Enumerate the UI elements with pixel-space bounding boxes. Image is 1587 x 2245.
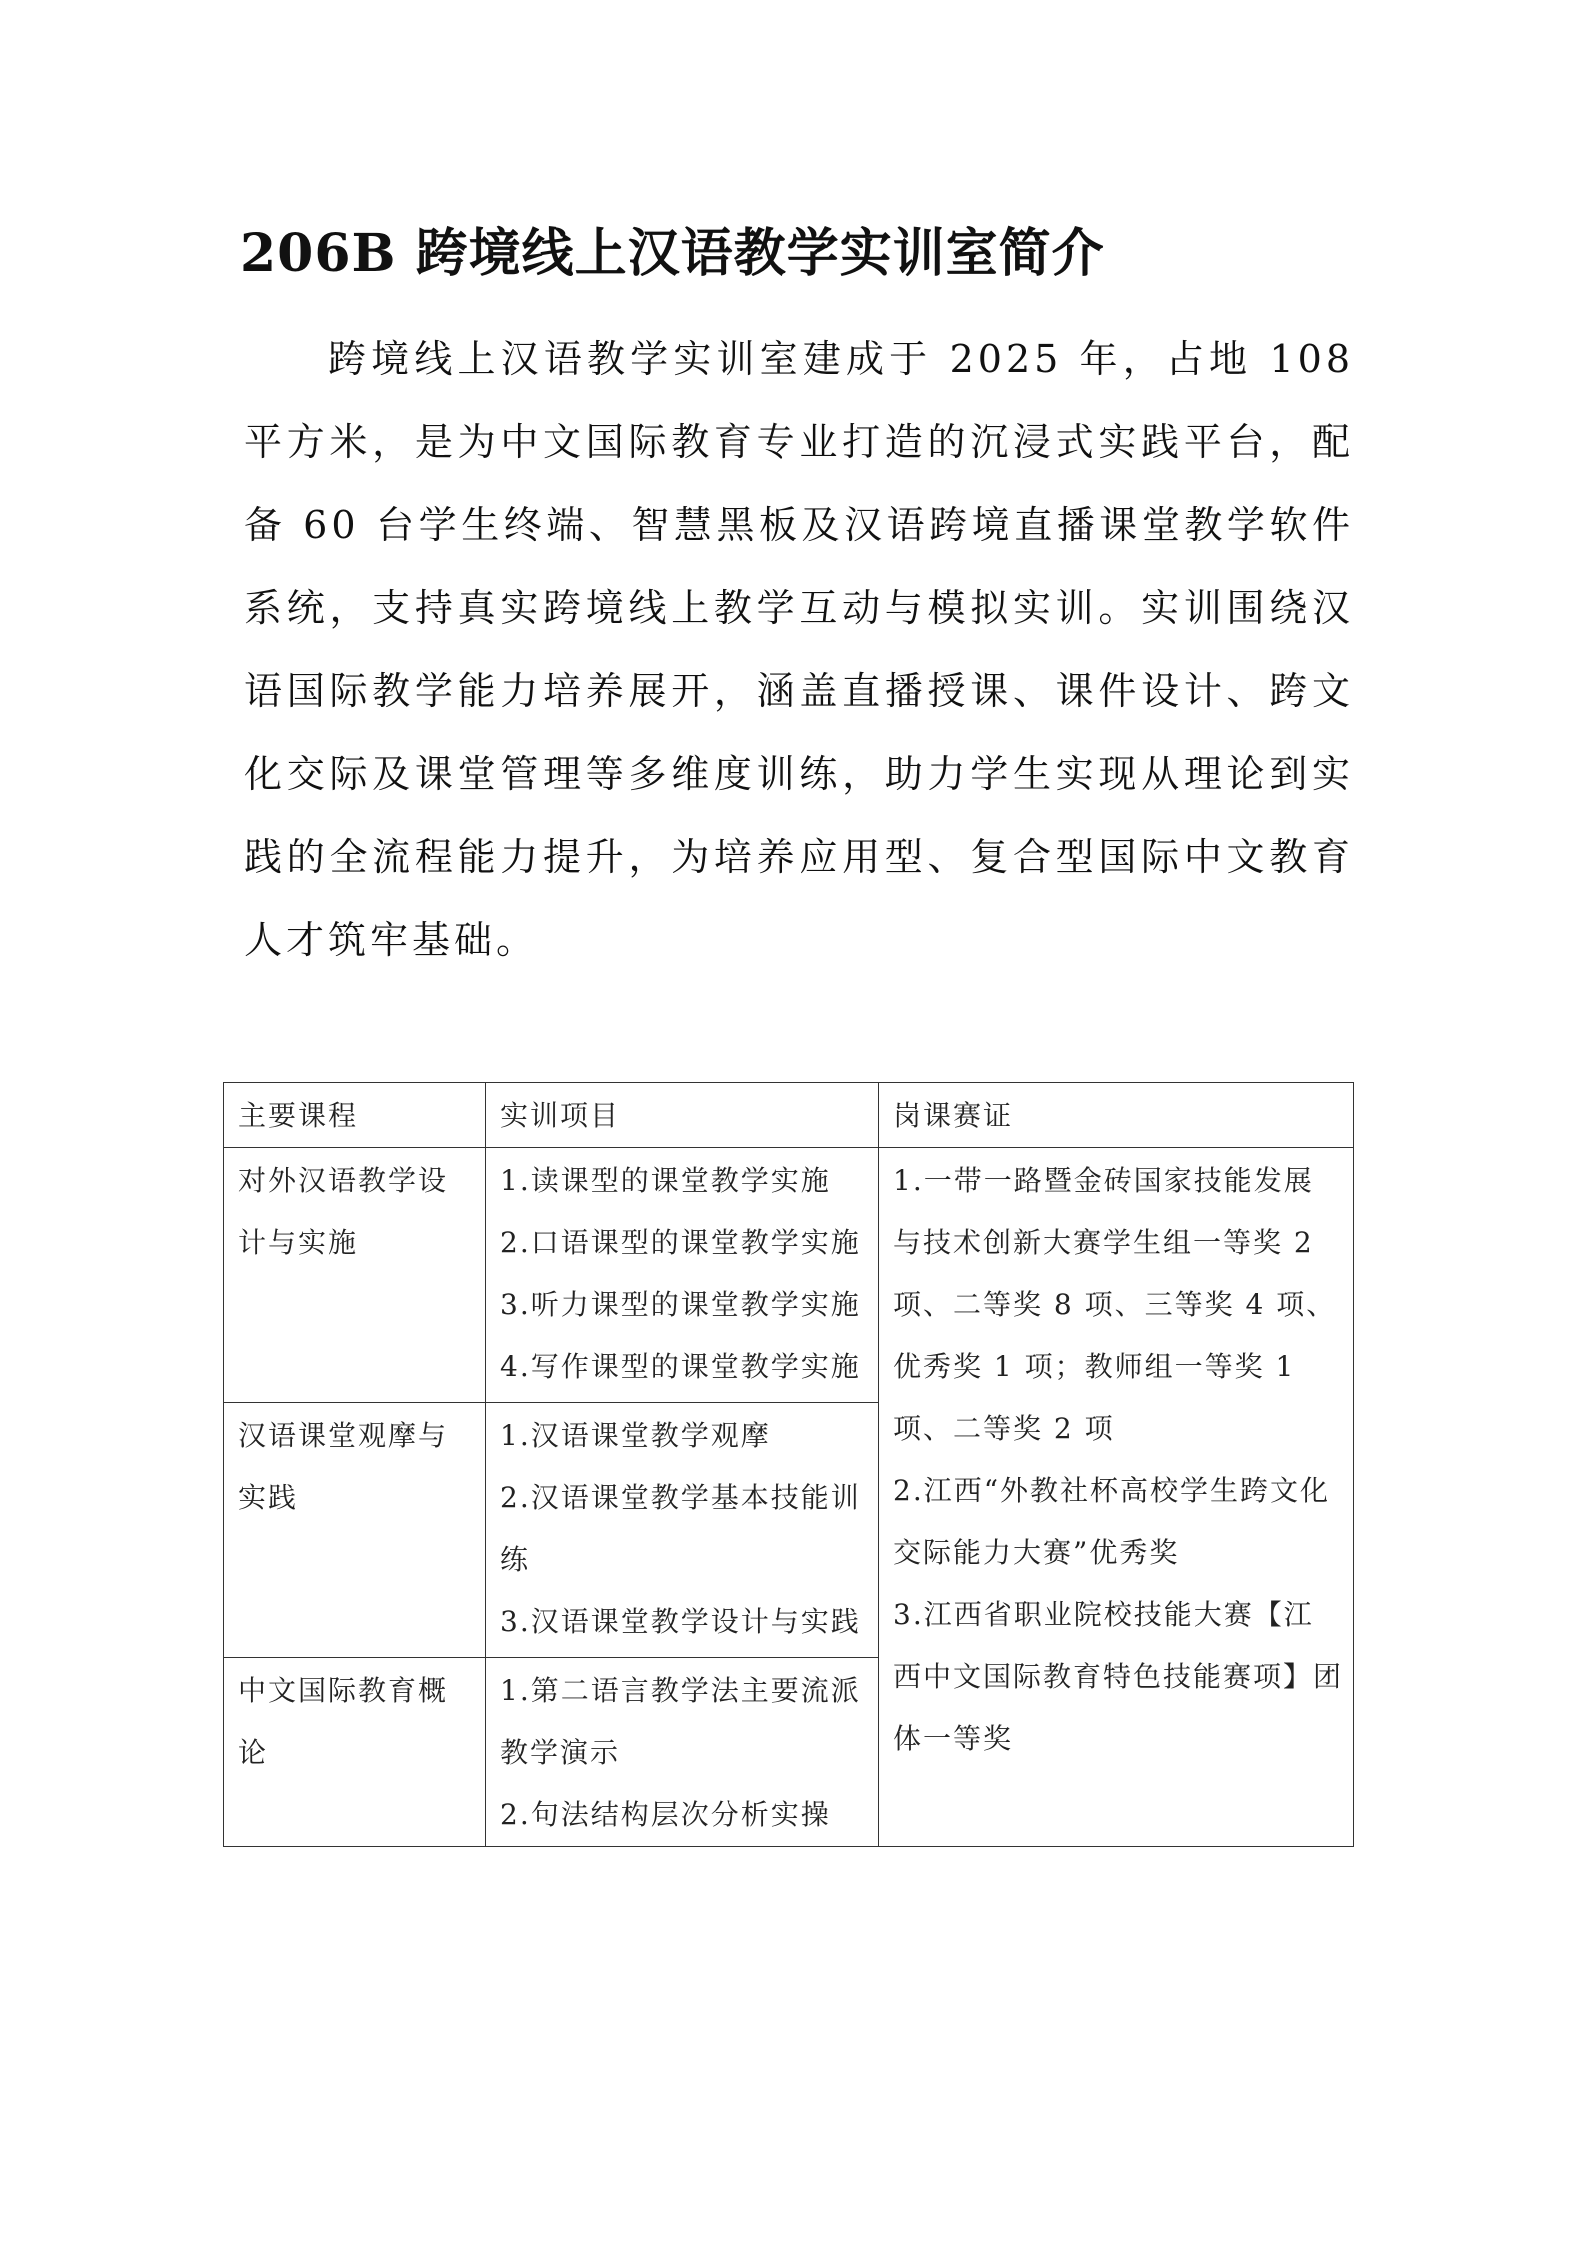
projects-cell — [486, 1148, 879, 1403]
award-item: 1.一带一路暨金砖国家技能发展与技术创新大赛学生组一等奖 2 项、二等奖 8 项、三等奖 4 项、优秀奖 1 项；教师组一等奖 1 项、二等奖 2 项 — [893, 1164, 1337, 1445]
project-item: 2.句法结构层次分析实操 — [500, 1798, 831, 1831]
projects-cell — [486, 1403, 879, 1658]
award-item: 3.江西省职业院校技能大赛【江西中文国际教育特色技能赛项】团体一等奖 — [893, 1598, 1344, 1755]
header-main-course: 主要课程 — [224, 1083, 486, 1148]
course-cell: 汉语课堂观摩与实践 — [224, 1403, 486, 1658]
header-awards: 岗课赛证 — [879, 1083, 1354, 1148]
intro-paragraph: 跨境线上汉语教学实训室建成于 2025 年，占地 108 平方米，是为中文国际教育专业打造的沉浸式实践平台，配备 60 台学生终端、智慧黑板及汉语跨境直播课堂教学软件系统，支持真实跨境线上教学互动与模拟实训。实训围绕汉语国际教学能力培养展开，涵盖直播授课、课件设计、跨文化交际及课堂管理等多维度训练，助力学生实现从理论到实践的全流程能力提升，为培养应用型、复合型国际中文教育人才筑牢基础。 — [244, 337, 1354, 962]
project-item: 2.汉语课堂教学基本技能训练 — [500, 1481, 861, 1576]
project-item: 1.汉语课堂教学观摩 — [500, 1419, 771, 1452]
course-table — [223, 1082, 1354, 1847]
project-item: 2.口语课型的课堂教学实施 — [500, 1226, 861, 1259]
page-title: 206B 跨境线上汉语教学实训室简介 — [240, 223, 1105, 284]
project-item: 1.读课型的课堂教学实施 — [500, 1164, 831, 1197]
course-cell: 对外汉语教学设计与实施 — [224, 1148, 486, 1403]
project-item: 3.汉语课堂教学设计与实践 — [500, 1605, 861, 1638]
projects-cell — [486, 1658, 879, 1847]
awards-cell — [879, 1148, 1354, 1847]
project-item: 4.写作课型的课堂教学实施 — [500, 1350, 861, 1383]
project-item: 1.第二语言教学法主要流派教学演示 — [500, 1674, 861, 1769]
course-cell: 中文国际教育概论 — [224, 1658, 486, 1847]
table-header-row — [224, 1083, 1354, 1148]
header-training-projects: 实训项目 — [486, 1083, 879, 1148]
table-row — [224, 1148, 1354, 1403]
project-item: 3.听力课型的课堂教学实施 — [500, 1288, 861, 1321]
award-item: 2.江西“外教社杯高校学生跨文化交际能力大赛”优秀奖 — [893, 1474, 1331, 1569]
